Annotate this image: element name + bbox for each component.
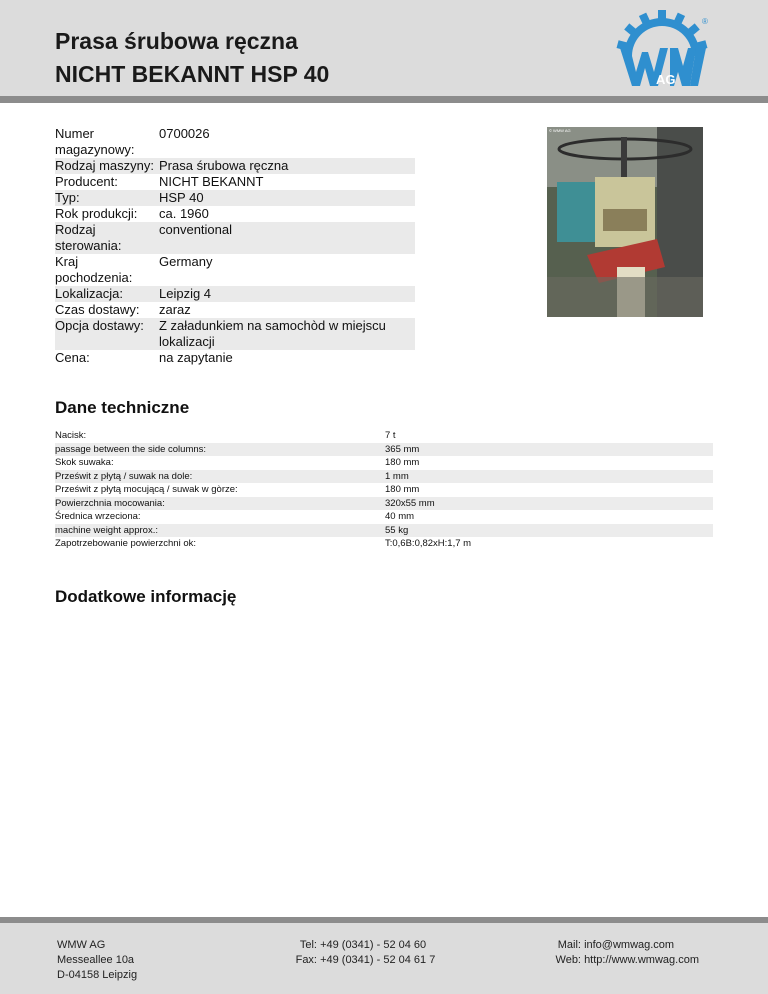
- tel-number: +49 (0341) - 52 04 60: [320, 939, 427, 951]
- footer-phone: [290, 938, 435, 968]
- spec-row-label: Opcja dostawy:: [55, 318, 156, 350]
- tech-row-label: Średnica wrzeciona:: [55, 511, 141, 522]
- tech-row-value: 320x55 mm: [385, 497, 713, 511]
- spec-row: [55, 286, 415, 302]
- page-footer: [0, 923, 768, 994]
- tech-row: [55, 483, 713, 497]
- tech-row-label: Powierzchnia mocowania:: [55, 497, 385, 511]
- tech-row: [55, 537, 713, 551]
- tech-row-label: Prześwit z płytą mocującą / suwak w gòrze:: [55, 484, 238, 495]
- tech-row-label: Nacisk:: [55, 430, 87, 441]
- spec-row-value: na zapytanie: [159, 350, 233, 365]
- spec-row-label: Czas dostawy:: [55, 302, 140, 317]
- tech-row: [55, 510, 713, 524]
- tech-row-label: machine weight approx.:: [55, 524, 385, 538]
- footer-contact: [549, 938, 699, 968]
- page-header: [0, 0, 768, 96]
- spec-row: [55, 222, 415, 254]
- spec-row: [55, 158, 415, 174]
- spec-row-label: Rodzaj sterowania:: [55, 222, 156, 254]
- web-address[interactable]: http://www.wmwag.com: [584, 954, 699, 966]
- technical-data-table: [55, 429, 713, 551]
- tech-row: [55, 524, 713, 538]
- spec-row: [55, 174, 415, 190]
- spec-row-value: Prasa śrubowa ręczna: [156, 158, 415, 174]
- street-address: Messeallee 10a: [57, 954, 135, 966]
- spec-row-value: zaraz: [159, 302, 191, 317]
- spec-row-value: Leipzig 4: [156, 286, 415, 302]
- tech-row-value: 365 mm: [385, 443, 713, 457]
- page-title-line-1: Prasa śrubowa ręczna: [55, 28, 298, 54]
- spec-row: [55, 254, 415, 286]
- header-divider: [0, 96, 768, 103]
- tech-row-value: 180 mm: [385, 484, 420, 495]
- spec-row-value: ca. 1960: [159, 206, 209, 221]
- tech-row-value: 7 t: [385, 430, 396, 441]
- spec-row-value: NICHT BEKANNT: [159, 174, 264, 189]
- tech-row-value: 1 mm: [385, 470, 713, 484]
- spec-row-value: 0700026: [159, 126, 210, 141]
- machine-photo: [547, 127, 703, 317]
- spec-row-value: Germany: [159, 254, 213, 269]
- spec-row: [55, 126, 415, 158]
- spec-row-label: Numer magazynowy:: [55, 126, 135, 157]
- page-title-line-2: NICHT BEKANNT HSP 40: [55, 61, 330, 87]
- spec-row: [55, 318, 415, 350]
- tech-row-value: 180 mm: [385, 457, 420, 468]
- mail-address[interactable]: info@wmwag.com: [584, 939, 675, 951]
- screw-press-image: [547, 127, 703, 317]
- tech-row: [55, 470, 713, 484]
- registered-mark: ®: [702, 17, 708, 26]
- tech-row-label: Skok suwaka:: [55, 457, 114, 468]
- spec-row-label: Rok produkcji:: [55, 206, 138, 221]
- fax-label: Fax:: [295, 954, 317, 966]
- additional-info-heading: Dodatkowe informację: [55, 587, 237, 606]
- spec-row: [55, 302, 415, 318]
- tel-label: Tel:: [299, 939, 317, 951]
- company-name: WMW AG: [57, 939, 106, 951]
- tech-row: [55, 429, 713, 443]
- tech-row-label: Prześwit z płytą / suwak na dole:: [55, 470, 385, 484]
- spec-row-value: conventional: [156, 222, 415, 254]
- fax-number: +49 (0341) - 52 04 61 7: [320, 954, 436, 966]
- wmw-ag-logo: [612, 8, 712, 92]
- spec-row-label: Kraj pochodzenia:: [55, 254, 133, 285]
- tech-row: [55, 456, 713, 470]
- tech-row: [55, 443, 713, 457]
- spec-row-label: Rodzaj maszyny:: [55, 158, 156, 174]
- logo-ag-text: AG: [656, 72, 676, 87]
- tech-row-value: 55 kg: [385, 524, 713, 538]
- city-address: D-04158 Leipzig: [57, 969, 138, 981]
- web-label: Web:: [555, 954, 581, 966]
- spec-row-label: Cena:: [55, 350, 90, 365]
- photo-credit: © WMW AG: [549, 128, 571, 133]
- machine-specs-table: [55, 126, 415, 366]
- technical-data-heading: Dane techniczne: [55, 398, 190, 417]
- footer-address: [57, 938, 137, 983]
- spec-row: [55, 190, 415, 206]
- spec-row-label: Lokalizacja:: [55, 286, 156, 302]
- spec-row-value: HSP 40: [156, 190, 415, 206]
- spec-row-label: Producent:: [55, 174, 118, 189]
- mail-label: Mail:: [557, 939, 581, 951]
- tech-row-label: Zapotrzebowanie powierzchni ok:: [55, 538, 196, 549]
- spec-row-label: Typ:: [55, 190, 156, 206]
- tech-row-value: 40 mm: [385, 511, 415, 522]
- spec-row-value: Z załadunkiem na samochòd w miejscu lokalizacji: [156, 318, 415, 350]
- tech-row: [55, 497, 713, 511]
- tech-row-label: passage between the side columns:: [55, 443, 385, 457]
- tech-row-value: T:0,6B:0,82xH:1,7 m: [385, 538, 472, 549]
- spec-row: [55, 206, 415, 222]
- spec-row: [55, 350, 415, 366]
